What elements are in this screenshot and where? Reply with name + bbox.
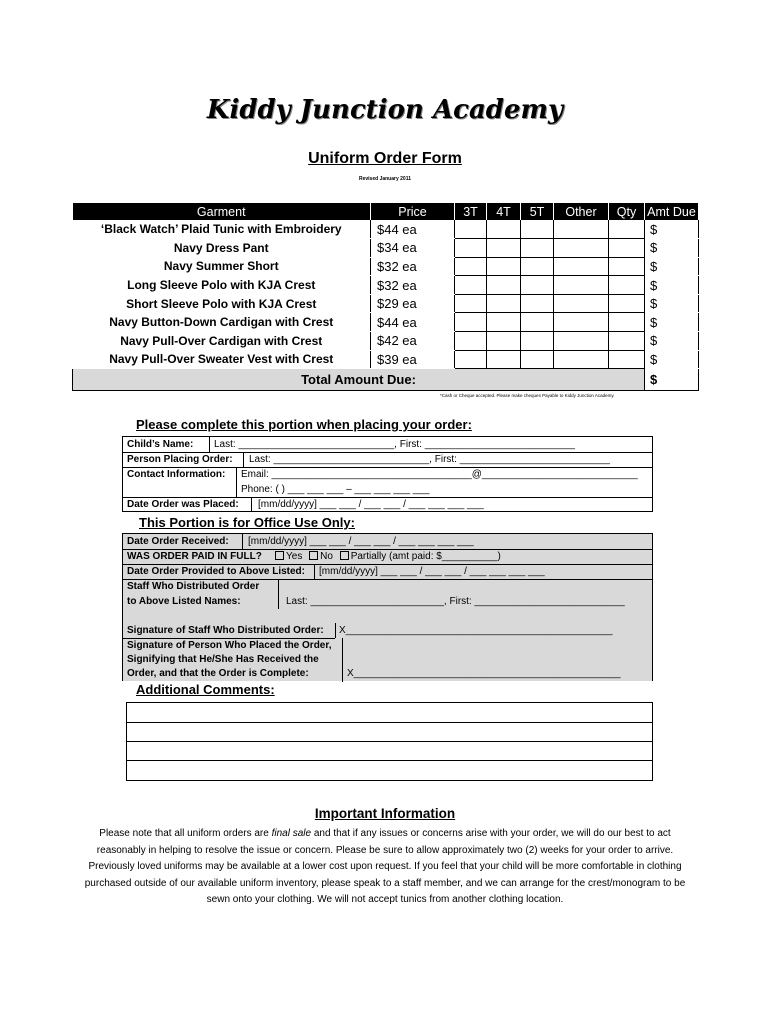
qty-cell-qty[interactable] xyxy=(609,350,645,369)
qty-cell-5t[interactable] xyxy=(521,220,554,239)
sig-staff-field[interactable]: X________________________________________________ xyxy=(339,625,613,636)
garment-price: $29 ea xyxy=(371,294,455,313)
qty-cell-4t[interactable] xyxy=(487,294,521,313)
date-placed-row xyxy=(123,497,652,512)
amount-due-cell[interactable]: $ xyxy=(645,257,699,276)
office-section-heading: This Portion is for Office Use Only: xyxy=(139,515,355,530)
qty-cell-qty[interactable] xyxy=(609,294,645,313)
garment-name: Navy Summer Short xyxy=(73,257,371,276)
column-header-price: Price xyxy=(371,203,455,220)
garment-price: $34 ea xyxy=(371,239,455,258)
amount-due-cell[interactable]: $ xyxy=(645,294,699,313)
column-header-qty: Qty xyxy=(609,203,645,220)
order-info-box xyxy=(122,436,653,512)
order-row xyxy=(73,239,699,258)
qty-cell-other[interactable] xyxy=(554,350,609,369)
yes-label: Yes xyxy=(286,551,303,562)
important-info-heading: Important Information xyxy=(314,806,456,821)
qty-cell-4t[interactable] xyxy=(487,239,521,258)
qty-cell-4t[interactable] xyxy=(487,276,521,295)
staff-label-2: to Above Listed Names: xyxy=(127,596,241,607)
column-header-amt-due: Amt Due xyxy=(645,203,699,220)
amount-due-cell[interactable]: $ xyxy=(645,350,699,369)
column-header-garment: Garment xyxy=(73,203,371,220)
paid-options xyxy=(271,549,501,564)
yes-checkbox[interactable] xyxy=(275,551,284,560)
qty-cell-other[interactable] xyxy=(554,239,609,258)
garment-price: $42 ea xyxy=(371,332,455,351)
important-info-text xyxy=(80,826,690,909)
total-label: Total Amount Due: xyxy=(73,369,645,391)
info-text-part-1: Please note that all uniform orders are xyxy=(99,828,272,839)
qty-cell-other[interactable] xyxy=(554,276,609,295)
sig-person-label-1: Signature of Person Who Placed the Order, xyxy=(127,640,332,651)
garment-name: Navy Pull-Over Cardigan with Crest xyxy=(73,332,371,351)
order-table-header xyxy=(73,203,699,220)
contact-label: Contact Information: xyxy=(127,469,226,480)
school-title: Kiddy Junction Academy xyxy=(206,95,564,125)
date-provided-row xyxy=(123,564,652,579)
qty-cell-other[interactable] xyxy=(554,313,609,332)
qty-cell-3t[interactable] xyxy=(455,220,487,239)
phone-row xyxy=(123,482,652,497)
person-placing-label: Person Placing Order: xyxy=(127,454,233,465)
total-row xyxy=(73,369,699,391)
order-row xyxy=(73,313,699,332)
qty-cell-3t[interactable] xyxy=(455,350,487,369)
order-row xyxy=(73,276,699,295)
qty-cell-4t[interactable] xyxy=(487,257,521,276)
staff-row-1 xyxy=(123,579,652,594)
qty-cell-5t[interactable] xyxy=(521,276,554,295)
email-field[interactable]: Email: ____________________________________@____________________________ xyxy=(241,469,638,480)
order-section-heading: Please complete this portion when placing your order: xyxy=(136,417,472,432)
partially-checkbox[interactable] xyxy=(340,551,349,560)
garment-price: $44 ea xyxy=(371,220,455,239)
qty-cell-3t[interactable] xyxy=(455,276,487,295)
garment-name: Navy Dress Pant xyxy=(73,239,371,258)
garment-name: Short Sleeve Polo with KJA Crest xyxy=(73,294,371,313)
qty-cell-5t[interactable] xyxy=(521,350,554,369)
info-text-part-2: and that if any issues or concerns arise with your order, we will do our best to act reasonably in helping to resolve the issue or concern. Please be sure to allow approximately two (2) weeks for your order to arrive. Previously loved uniforms may be available at a lower cost upon request. If you feel that your child will be more comfortable in clothing purchased outside of our available uniform inventory, please speak to a staff member, and we can arrange for the crest/monogram to be sewn onto your clothing. We will not accept tunics from another clothing location. xyxy=(84,828,686,905)
qty-cell-4t[interactable] xyxy=(487,220,521,239)
qty-cell-qty[interactable] xyxy=(609,239,645,258)
qty-cell-qty[interactable] xyxy=(609,313,645,332)
date-provided-label: Date Order Provided to Above Listed: xyxy=(127,566,305,577)
amount-due-cell[interactable]: $ xyxy=(645,276,699,295)
date-received-label: Date Order Received: xyxy=(127,536,229,547)
qty-cell-3t[interactable] xyxy=(455,294,487,313)
qty-cell-qty[interactable] xyxy=(609,220,645,239)
column-header-5t: 5T xyxy=(521,203,554,220)
date-placed-field[interactable]: [mm/dd/yyyy] ___ ___ / ___ ___ / ___ ___ ___ ___ xyxy=(258,499,484,510)
paid-row xyxy=(123,549,652,564)
garment-price: $32 ea xyxy=(371,257,455,276)
info-text-italic: final sale xyxy=(271,828,312,839)
qty-cell-qty[interactable] xyxy=(609,257,645,276)
qty-cell-4t[interactable] xyxy=(487,313,521,332)
qty-cell-other[interactable] xyxy=(554,257,609,276)
amount-due-cell[interactable]: $ xyxy=(645,239,699,258)
garment-name: Navy Button-Down Cardigan with Crest xyxy=(73,313,371,332)
staff-label-1: Staff Who Distributed Order xyxy=(127,581,260,592)
sig-person-field[interactable]: X________________________________________________ xyxy=(347,668,621,679)
qty-cell-5t[interactable] xyxy=(521,313,554,332)
qty-cell-3t[interactable] xyxy=(455,239,487,258)
date-received-row xyxy=(123,534,652,549)
qty-cell-qty[interactable] xyxy=(609,276,645,295)
childs-name-row xyxy=(123,437,652,452)
qty-cell-3t[interactable] xyxy=(455,313,487,332)
sig-person-row-3 xyxy=(123,666,652,681)
childs-name-field[interactable]: Last: ____________________________, First: ___________________________ xyxy=(214,439,575,450)
order-row xyxy=(73,257,699,276)
qty-cell-5t[interactable] xyxy=(521,294,554,313)
staff-name-field[interactable]: Last: ________________________, First: ___________________________ xyxy=(286,596,625,607)
date-provided-field[interactable]: [mm/dd/yyyy] ___ ___ / ___ ___ / ___ ___ ___ ___ xyxy=(319,566,545,577)
amount-due-cell[interactable]: $ xyxy=(645,332,699,351)
order-row xyxy=(73,332,699,351)
date-placed-label: Date Order was Placed: xyxy=(127,499,239,510)
qty-cell-3t[interactable] xyxy=(455,332,487,351)
form-title: Uniform Order Form xyxy=(308,150,462,167)
comments-area[interactable] xyxy=(126,702,653,781)
childs-name-label: Child’s Name: xyxy=(127,439,194,450)
sig-person-row-2 xyxy=(123,652,652,667)
amount-due-cell[interactable]: $ xyxy=(645,313,699,332)
column-header-3t: 3T xyxy=(455,203,487,220)
qty-cell-5t[interactable] xyxy=(521,332,554,351)
qty-cell-qty[interactable] xyxy=(609,332,645,351)
qty-cell-4t[interactable] xyxy=(487,350,521,369)
qty-cell-other[interactable] xyxy=(554,332,609,351)
revised-date: Revised January 2011 xyxy=(359,176,411,182)
no-checkbox[interactable] xyxy=(309,551,318,560)
qty-cell-other[interactable] xyxy=(554,220,609,239)
sig-person-label-2: Signifying that He/She Has Received the xyxy=(127,654,319,665)
qty-cell-3t[interactable] xyxy=(455,257,487,276)
qty-cell-other[interactable] xyxy=(554,294,609,313)
qty-cell-5t[interactable] xyxy=(521,239,554,258)
garment-price: $39 ea xyxy=(371,350,455,369)
order-row xyxy=(73,294,699,313)
payment-note: *Cash or Cheque accepted. Please make cheques Payable to Kiddy Junction Academy. xyxy=(440,393,615,398)
staff-row-2 xyxy=(123,594,652,609)
no-label: No xyxy=(320,551,333,562)
order-row xyxy=(73,350,699,369)
total-amount-cell[interactable]: $ xyxy=(645,369,699,391)
paid-label: WAS ORDER PAID IN FULL? xyxy=(127,551,262,562)
sig-staff-row xyxy=(123,623,652,638)
email-row xyxy=(123,467,652,482)
person-placing-field[interactable]: Last: ____________________________, First: ___________________________ xyxy=(249,454,610,465)
order-row xyxy=(73,220,699,239)
sig-staff-label: Signature of Staff Who Distributed Order: xyxy=(127,625,324,636)
qty-cell-5t[interactable] xyxy=(521,257,554,276)
qty-cell-4t[interactable] xyxy=(487,332,521,351)
order-table xyxy=(72,203,699,391)
phone-field[interactable]: Phone: ( ) ___ ___ ___ – ___ ___ ___ ___ xyxy=(241,484,430,495)
comments-heading: Additional Comments: xyxy=(136,682,275,697)
office-use-box xyxy=(122,533,653,681)
column-header-other: Other xyxy=(554,203,609,220)
sig-person-label-3: Order, and that the Order is Complete: xyxy=(127,668,309,679)
date-received-field[interactable]: [mm/dd/yyyy] ___ ___ / ___ ___ / ___ ___ ___ ___ xyxy=(248,536,474,547)
garment-price: $32 ea xyxy=(371,276,455,295)
column-header-4t: 4T xyxy=(487,203,521,220)
amount-due-cell[interactable]: $ xyxy=(645,220,699,239)
garment-name: ‘Black Watch’ Plaid Tunic with Embroidery xyxy=(73,220,371,239)
person-placing-row xyxy=(123,452,652,467)
garment-price: $44 ea xyxy=(371,313,455,332)
garment-name: Navy Pull-Over Sweater Vest with Crest xyxy=(73,350,371,369)
garment-name: Long Sleeve Polo with KJA Crest xyxy=(73,276,371,295)
partially-label[interactable]: Partially (amt paid: $__________) xyxy=(350,551,501,562)
sig-person-row-1 xyxy=(123,638,652,653)
